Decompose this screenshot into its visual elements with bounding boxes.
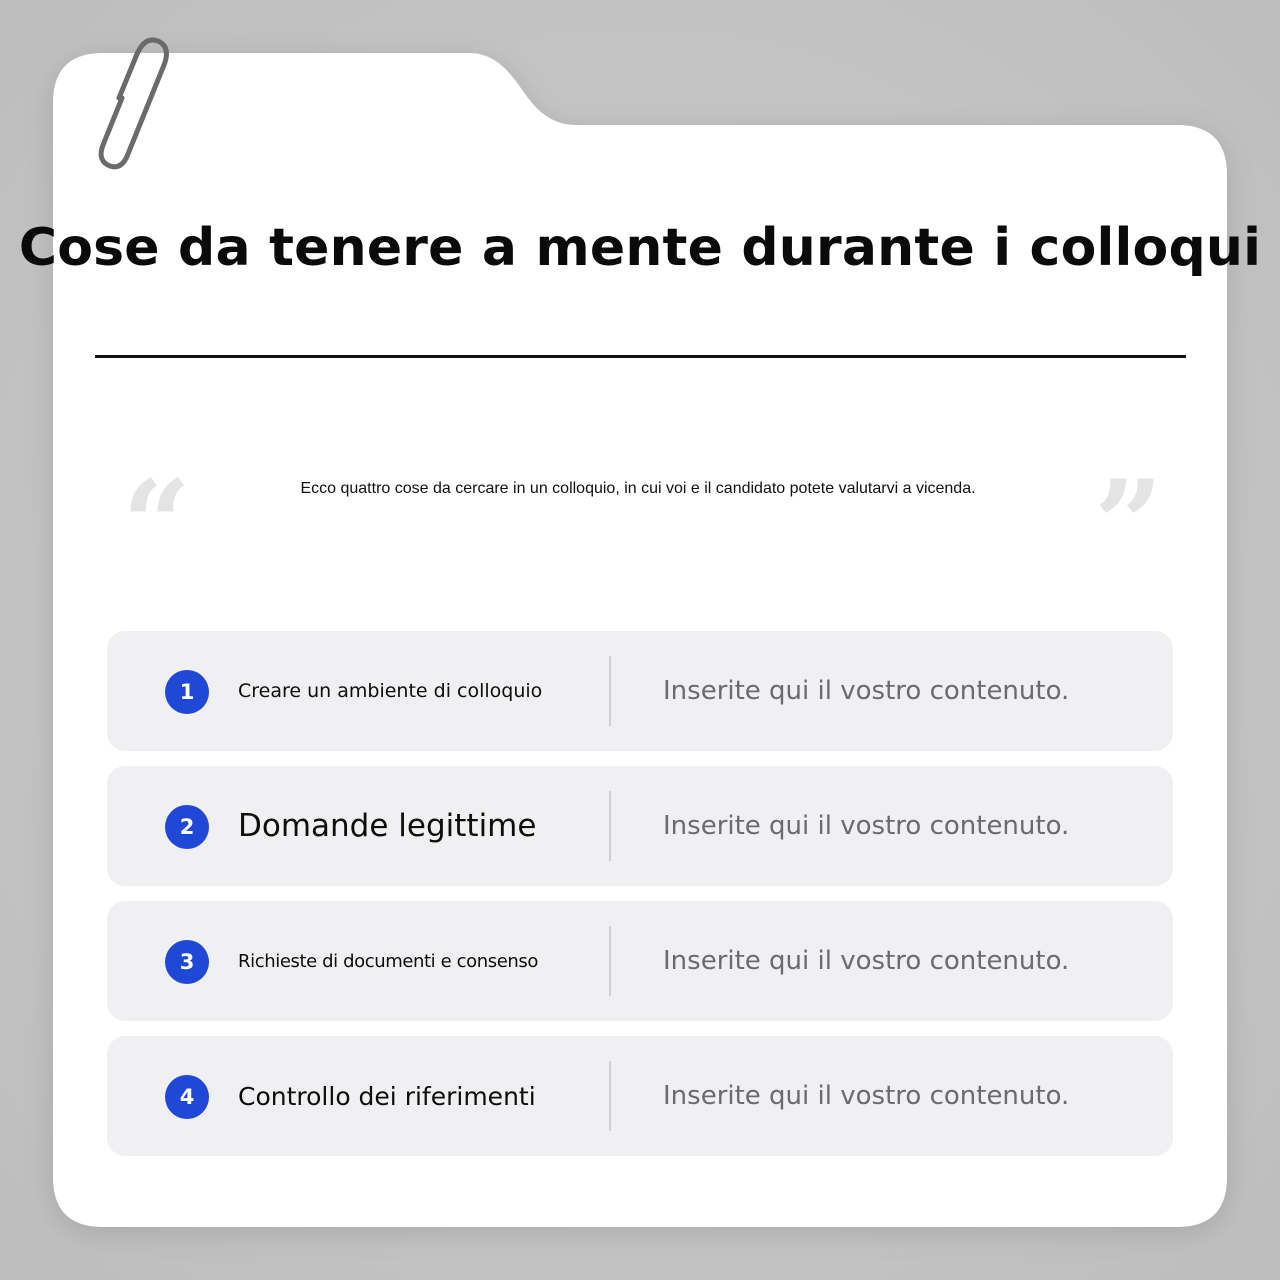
open-quote-icon: “ [122,454,192,595]
item-content: Inserite qui il vostro contenuto. [663,946,1070,976]
title-divider [95,355,1186,358]
number-badge: 1 [165,670,209,714]
list-item [107,1036,1173,1156]
number-badge: 2 [165,805,209,849]
item-content: Inserite qui il vostro contenuto. [663,811,1070,841]
item-separator [609,1061,611,1131]
item-title: Creare un ambiente di colloquio [238,680,543,702]
number-badge: 3 [165,940,209,984]
number-badge: 4 [165,1075,209,1119]
item-separator [609,656,611,726]
item-separator [609,926,611,996]
item-title: Controllo dei riferimenti [238,1081,536,1111]
items-list [107,631,1173,1171]
item-separator [609,791,611,861]
item-title: Richieste di documenti e consenso [238,950,538,972]
list-item [107,631,1173,751]
list-item [107,901,1173,1021]
paperclip-icon [92,32,176,178]
page-title: Cose da tenere a mente durante i colloqui [18,218,1262,278]
close-quote-icon: ” [1094,454,1164,595]
item-title: Domande legittime [238,808,537,844]
item-content: Inserite qui il vostro contenuto. [663,1081,1070,1111]
list-item [107,766,1173,886]
item-content: Inserite qui il vostro contenuto. [663,676,1070,706]
intro-text: Ecco quattro cose da cercare in un colloquio, in cui voi e il candidato potete valutarvi a vicenda. [300,480,976,497]
